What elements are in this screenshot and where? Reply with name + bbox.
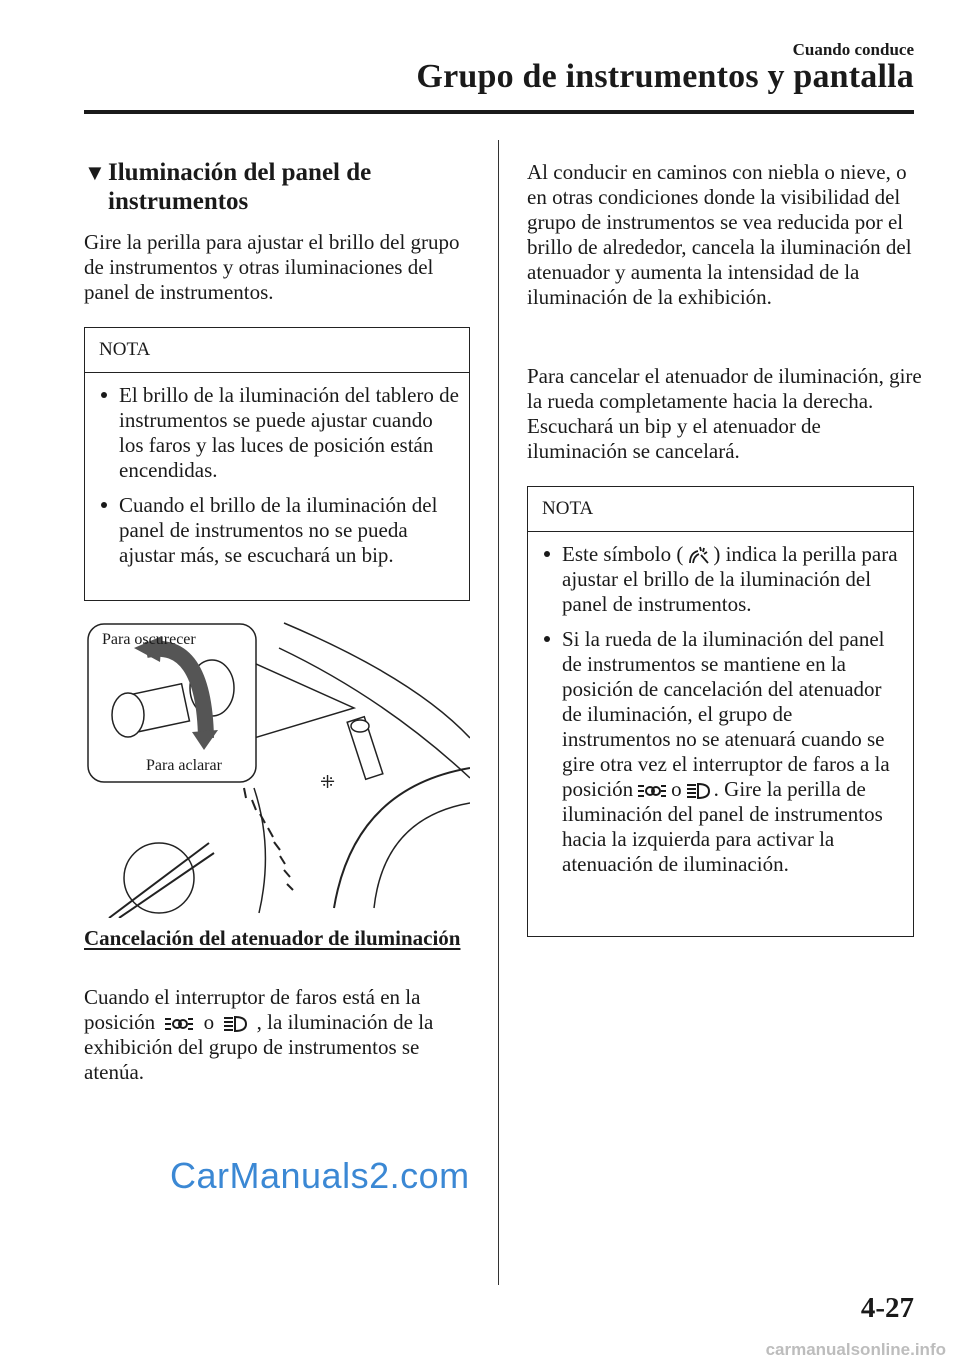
gauge-detail xyxy=(109,843,214,918)
note-item xyxy=(540,627,905,877)
note-title: NOTA xyxy=(85,328,469,373)
page-title: Grupo de instrumentos y pantalla xyxy=(416,58,914,95)
note-item-text: Este símbolo ( xyxy=(562,542,684,566)
cancel-text-1: Cuando el interruptor de faros está en la posición xyxy=(84,985,421,1034)
bullet-dot-icon xyxy=(544,636,550,642)
position-lights-icon xyxy=(164,1015,194,1033)
column-divider xyxy=(498,140,499,1285)
chapter-label: Cuando conduce xyxy=(792,40,914,59)
note-item-text: El brillo de la iluminación del tablero de instrumentos se puede ajustar cuando los faros y las luces de posición están encendidas. xyxy=(119,383,459,482)
bullet-dot-icon xyxy=(544,551,550,557)
illustration-svg xyxy=(84,618,470,918)
watermark-logo: CarManuals2.com xyxy=(170,1155,470,1196)
or-text: o xyxy=(203,1010,215,1034)
header-divider xyxy=(84,110,914,114)
headlights-icon xyxy=(223,1015,247,1033)
position-lights-icon xyxy=(637,782,667,800)
dimmer-knob-illustration xyxy=(84,618,470,918)
note-item-text: ) indica la perilla para ajustar el brillo de la iluminación del panel de instrumentos. xyxy=(562,542,898,616)
footer-site-text: carmanualsonline.info xyxy=(765,1340,946,1359)
note-list xyxy=(528,532,913,895)
label-darken: Para oscurecer xyxy=(102,631,196,648)
note-title: NOTA xyxy=(528,487,913,532)
cancel-text-2: , la iluminación de la exhibición del grupo de instrumentos se atenúa. xyxy=(84,1010,434,1084)
svg-text:⁜: ⁜ xyxy=(320,772,336,793)
note-list xyxy=(85,373,469,586)
sub-heading: Cancelación del atenuador de iluminación xyxy=(84,926,461,950)
note-item-text: . Gire la perilla de iluminación del panel de instrumentos hacia la izquierda para activar la atenuación de iluminación. xyxy=(562,777,883,876)
intro-paragraph: Gire la perilla para ajustar el brillo del grupo de instrumentos y otras iluminaciones del panel de instrumentos. xyxy=(84,230,460,304)
note-item xyxy=(540,542,905,617)
cancel-instruction-paragraph: Para cancelar el atenuador de iluminación, gire la rueda completamente hacia la derecha. Escuchará un bip y el atenuador de iluminación se cancelará. xyxy=(527,364,922,463)
cancel-paragraph xyxy=(84,985,479,1085)
headlights-icon xyxy=(686,782,710,800)
label-brighten: Para aclarar xyxy=(146,757,222,774)
dashboard-knob xyxy=(320,717,383,793)
note-box-right xyxy=(527,486,914,937)
or-text: o xyxy=(671,777,682,801)
bullet-dot-icon xyxy=(101,392,107,398)
triangle-bullet-icon: ▼ xyxy=(84,160,106,185)
note-item xyxy=(97,493,461,568)
fog-paragraph: Al conducir en caminos con niebla o nieve, o en otras condiciones donde la visibilidad del grupo de instrumentos se vea reducida por el brillo de alrededor, cancela la iluminación del atenuador y aumenta la intensidad de la iluminación de la exhibición. xyxy=(527,160,912,309)
section-heading-line1: Iluminación del panel de xyxy=(108,159,372,186)
page-number: 4-27 xyxy=(860,1292,914,1324)
bullet-dot-icon xyxy=(101,502,107,508)
note-box-left xyxy=(84,327,470,601)
note-item-text: Si la rueda de la iluminación del panel de instrumentos se mantiene en la posición de cancelación del atenuador de iluminación, el grupo de instrumentos no se atenuará cuando se gire otra vez el interruptor de faros a la posición xyxy=(562,627,890,801)
section-heading-line2: instrumentos xyxy=(108,188,249,215)
note-item xyxy=(97,383,461,483)
dimmer-knob-icon xyxy=(687,545,709,565)
note-item-text: Cuando el brillo de la iluminación del panel de instrumentos no se pueda ajustar más, se escuchará un bip. xyxy=(119,493,438,567)
section-heading xyxy=(84,158,484,216)
